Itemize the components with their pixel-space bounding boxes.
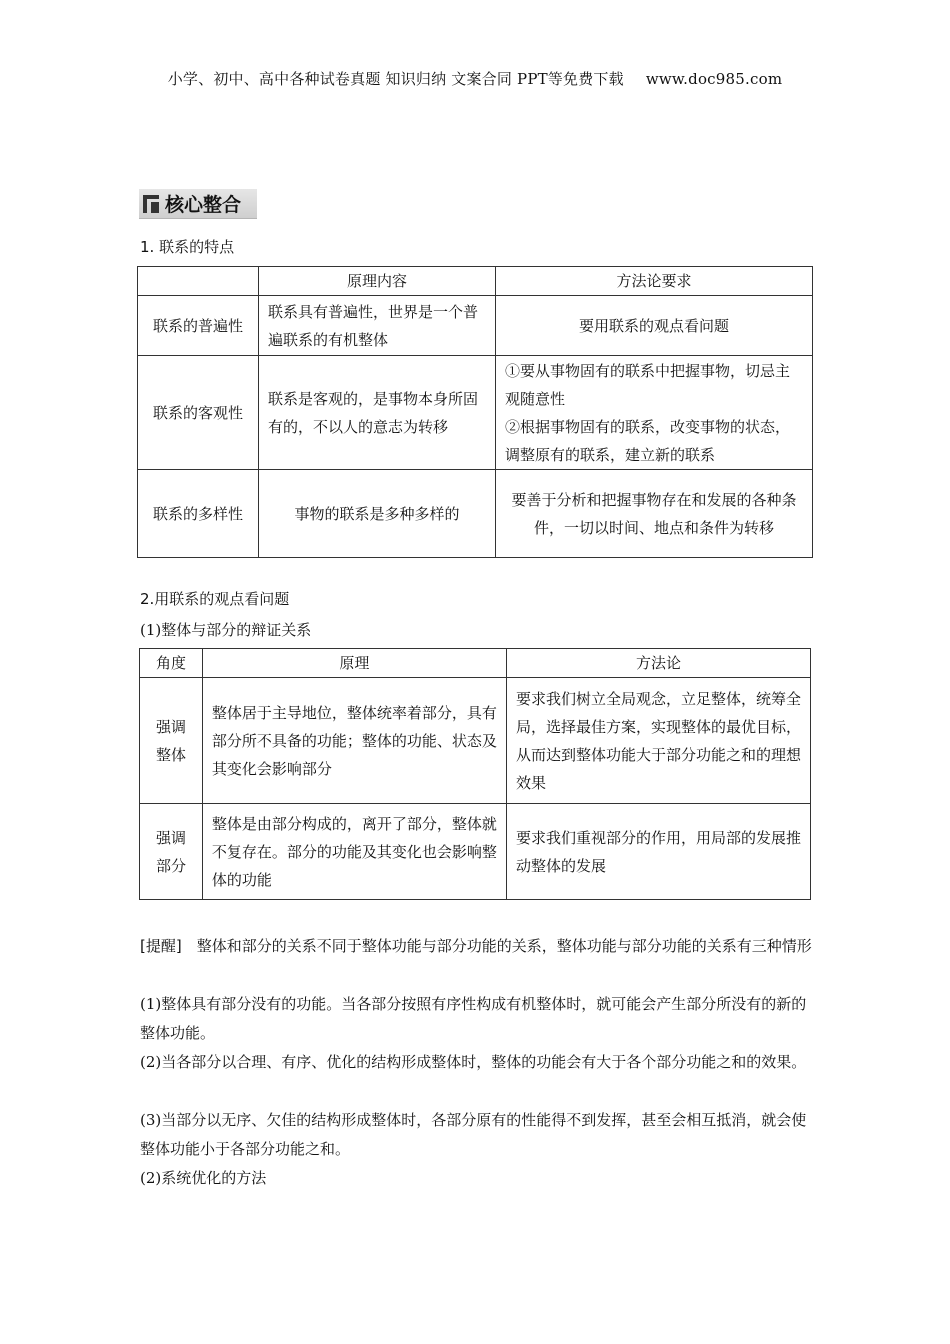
connection-features-table (137, 266, 813, 558)
whole-part-table (139, 648, 811, 900)
row-label: 联系的多样性 (138, 470, 259, 558)
row-label: 强调整体 (140, 678, 203, 804)
method-cell: 要用联系的观点看问题 (496, 296, 813, 356)
method-cell: 要善于分析和把握事物存在和发展的各种条件，一切以时间、地点和条件为转移 (496, 470, 813, 558)
row-label: 强调部分 (140, 804, 203, 900)
header-url[interactable]: www.doc985.com (645, 70, 783, 88)
principle-cell: 联系是客观的，是事物本身所固有的，不以人的意志为转移 (259, 356, 496, 470)
table-row (138, 296, 813, 356)
paragraph-1: (1)整体具有部分没有的功能。当各部分按照有序性构成有机整体时，就可能会产生部分所没有的新的整体功能。 (140, 995, 807, 1042)
subheading-2: (2)系统优化的方法 (140, 1169, 267, 1187)
header-cell: 方法论要求 (496, 267, 813, 296)
page-header (0, 68, 950, 89)
row-label: 联系的客观性 (138, 356, 259, 470)
principle-cell: 联系具有普遍性，世界是一个普遍联系的有机整体 (259, 296, 496, 356)
principle-cell: 事物的联系是多种多样的 (259, 470, 496, 558)
table-row (138, 470, 813, 558)
method-cell (496, 356, 813, 470)
part1-heading: 1. 联系的特点 (140, 238, 235, 256)
row-label: 联系的普遍性 (138, 296, 259, 356)
method-item: ②根据事物固有的联系，改变事物的状态，调整原有的联系，建立新的联系 (505, 417, 791, 464)
tip-heading: [提醒] 整体和部分的关系不同于整体功能与部分功能的关系，整体功能与部分功能的关系有三种情形 (140, 937, 812, 955)
table-header-row (140, 649, 811, 678)
section-marker-icon (143, 195, 159, 213)
header-cell: 原理内容 (259, 267, 496, 296)
header-cell (138, 267, 259, 296)
principle-cell: 整体居于主导地位，整体统率着部分，具有部分所不具备的功能；整体的功能、状态及其变化会影响部分 (202, 678, 506, 804)
principle-cell: 整体是由部分构成的，离开了部分，整体就不复存在。部分的功能及其变化也会影响整体的功能 (202, 804, 506, 900)
method-cell: 要求我们重视部分的作用，用局部的发展推动整体的发展 (506, 804, 810, 900)
section-title: 核心整合 (165, 194, 242, 216)
method-cell: 要求我们树立全局观念，立足整体，统筹全局，选择最佳方案，实现整体的最优目标，从而达到整体功能大于部分功能之和的理想效果 (506, 678, 810, 804)
table-header-row (138, 267, 813, 296)
subheading-1: (1)整体与部分的辩证关系 (140, 621, 312, 639)
section-tag (139, 189, 257, 219)
method-item: ①要从事物固有的联系中把握事物，切忌主观随意性 (505, 361, 791, 408)
header-cell: 方法论 (506, 649, 810, 678)
table-row (140, 678, 811, 804)
part2-heading: 2.用联系的观点看问题 (140, 590, 290, 608)
table-row (138, 356, 813, 470)
header-cell: 角度 (140, 649, 203, 678)
paragraph-2: (2)当各部分以合理、有序、优化的结构形成整体时，整体的功能会有大于各个部分功能之和的效果。 (140, 1053, 807, 1071)
table-row (140, 804, 811, 900)
header-text: 小学、初中、高中各种试卷真题 知识归纳 文案合同 PPT等免费下载 (167, 70, 624, 88)
paragraph-3: (3)当部分以无序、欠佳的结构形成整体时，各部分原有的性能得不到发挥，甚至会相互抵消，就会使整体功能小于各部分功能之和。 (140, 1111, 807, 1158)
header-cell: 原理 (202, 649, 506, 678)
